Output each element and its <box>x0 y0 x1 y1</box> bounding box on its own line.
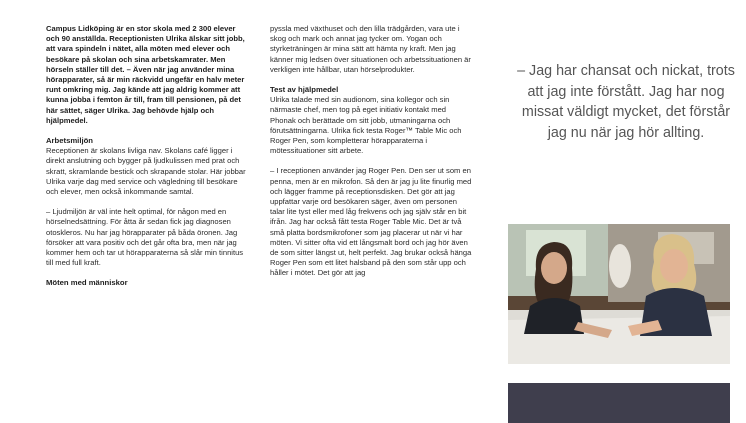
intro-paragraph: Campus Lidköping är en stor skola med 2 300 elever och 90 anställda. Receptionisten Ulrika älskar sitt jobb, att vara spindeln i nätet, alla möten med elever och besökare på skolan och sina arbetskamrater. Men hörseln ställer till det. – Även när jag använder mina hörapparater, så är min räckvidd ungefär en halv meter runt omkring mig. Jag kände att jag aldrig kommer att kunna jobba i femton år till, fram till pensionen, på det här sättet, säger Ulrika. Jag behövde hjälp och hjälpmedel. <box>46 24 245 125</box>
photo-two-women-at-table <box>508 224 730 364</box>
article-column-2 <box>270 24 472 289</box>
paragraph-ljudmiljo: – Ljudmiljön är väl inte helt optimal, för någon med en hörselnedsättning. För åtta år sedan fick jag diagnosen otoskleros. Nu har jag hörapparater på båda öronen. Jag försöker att vara positiv och det går ofta bra, men när jag kommer hem och tar ut hörapparaterna så slår min tinnitus till med full kraft. <box>46 207 244 268</box>
dark-info-box <box>508 383 730 423</box>
heading-test: Test av hjälpmedel <box>270 85 339 95</box>
article-column-1 <box>46 24 246 289</box>
paragraph-pyssla: pyssla med växthuset och den lilla trädgården, vara ute i skog och mark och annat jag tycker om. Yogan och styrketräningen är mina sätt att hämta ny kraft. Men jag känner mig ledsen över situationen och arbetssituationen är verkligen inte hållbar, utan hörselprodukter. <box>270 24 471 74</box>
heading-moten: Möten med människor <box>46 278 128 288</box>
photo-illustration <box>508 224 730 364</box>
paragraph-arbetsmiljon: Receptionen är skolans livliga nav. Skolans café ligger i direkt anslutning och bygger på ljudkulissen med prat och skratt, skramlande bestick och skrapande stolar. Här jobbar Ulrika varje dag med service och vägledning till besökare och elever, men också inkommande samtal. <box>46 146 246 197</box>
pull-quote: – Jag har chansat och nickat, trots att jag inte förstått. Jag har nog missat väldigt mycket, det förstår jag nu när jag hör allting. <box>517 63 735 141</box>
paragraph-reception: – I receptionen använder jag Roger Pen. Den ser ut som en penna, men är en mikrofon. Så den är jag ju lite finurlig med och lägger framme på receptionsdisken. Det gör att jag uppfattar varje ord besökaren säger, även om personen talar lite tyst eller med låg frekvens och jag själv står en bit ifrån. Jag har också fått testa Roger Table Mic. Det är två små platta bordsmikrofoner som jag placerar ut när vi har möten. Vi sitter ofta vid ett långsmalt bord och jag hör även de som sitter längst ut, helt perfekt. Jag brukar också hänga Roger Pen som ett litet halsband på den som står upp och håller i mötet. Det gör att jag <box>270 166 472 278</box>
heading-arbetsmiljon: Arbetsmiljön <box>46 136 93 146</box>
paragraph-test: Ulrika talade med sin audionom, sina kollegor och sin närmaste chef, men tog på eget initiativ kontakt med Phonak och berättade om sitt jobb, utmaningarna och förutsättningarna. Ulrika fick testa Roger™ Table Mic och Roger Pen, som kompletterar hörapparaterna i mötessituationer sitt arbete. <box>270 95 462 156</box>
